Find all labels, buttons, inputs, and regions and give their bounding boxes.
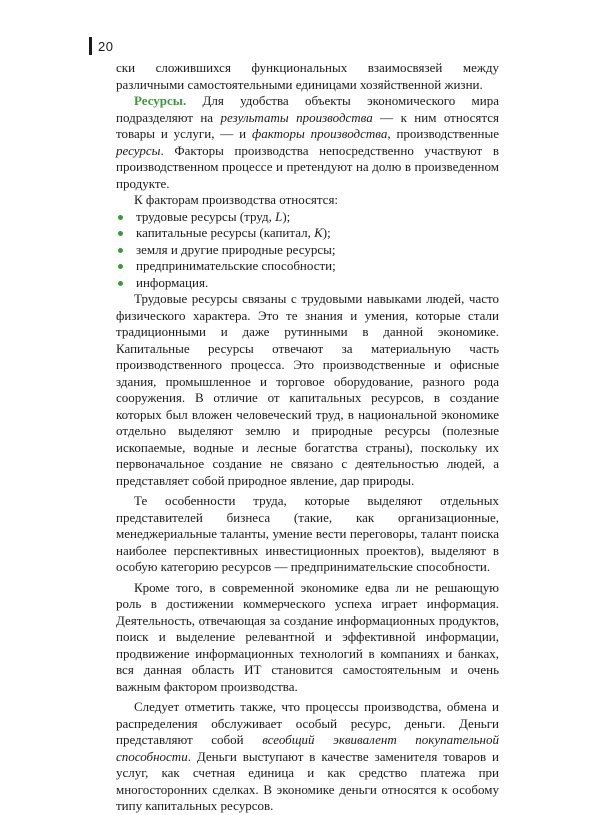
- bullet-dot-icon: [118, 248, 123, 253]
- bullet-dot-icon: [118, 231, 123, 236]
- list-item: [116, 242, 499, 259]
- list-item-text: предпринимательские способности;: [136, 258, 336, 273]
- page-header: [89, 36, 113, 56]
- paragraph-labor-capital: Трудовые ресурсы связаны с трудовыми навыками людей, часто физического характера. Это те знания и умения, которые стали традиционными и даже рутинными в данной экономике. Капитальные ресурсы отвечают за материальную часть производственного процесса. Это производственные и офисные здания, промышленное и торговое оборудование, разного рода сооружения. В отличие от капитальных ресурсов, в создание которых был вложен человеческий труд, в национальной экономике отдельно выделяют землю и природные ресурсы (полезные ископаемые, водные и лесные богатства страны), поскольку их первоначальное создание не связано с деятельностью людей, а представляет собой природное явление, дар природы.: [116, 291, 499, 488]
- bullet-dot-icon: [118, 215, 123, 220]
- emphasis-equivalent: всеобщий эквивалент покупательной способности: [116, 732, 499, 764]
- page-body: [116, 60, 499, 815]
- factors-list: [116, 209, 499, 292]
- paragraph-money: [116, 699, 499, 815]
- list-item-text: );: [282, 208, 291, 224]
- list-item-var: L: [275, 208, 283, 224]
- list-item-text: земля и другие природные ресурсы;: [136, 241, 336, 257]
- paragraph-information: Кроме того, в современной экономике едва ли не решающую роль в достижении коммерческого успеха играет информация. Деятельность, отвечающая за создание информационных продуктов, поиск и выделение релевантной и эффективной информации, продвижение информационных технологий в компаниях и банках, вся данная область ИТ становится самостоятельным и очень важным фактором производства.: [116, 579, 499, 694]
- list-item-text: информация.: [136, 274, 209, 290]
- emphasis-results: результаты производства: [220, 109, 373, 125]
- paragraph-text: . Деньги выступают в качестве заменителя товаров и услуг, как счетная единица и как средство платежа при многосторонних сделках. В экономике деньги относятся к особому типу капитальных ресурсов.: [116, 748, 499, 813]
- list-item-text: капитальные ресурсы (капитал,: [136, 225, 315, 240]
- header-bar-mark: [89, 37, 92, 55]
- page-number: 20: [98, 38, 114, 54]
- list-item: [116, 275, 499, 292]
- list-item-var: K: [314, 225, 323, 240]
- paragraph-text: . Факторы производства непосредственно участвуют в производственном процессе и претендуют на долю в произведенном продукте.: [116, 142, 499, 191]
- list-item-text: трудовые ресурсы (труд,: [136, 208, 276, 224]
- paragraph-text: Для удобства объекты экономического мира подразделяют на: [116, 93, 499, 125]
- list-item: [116, 225, 499, 242]
- paragraph-factors-intro: К факторам производства относятся:: [134, 192, 339, 207]
- paragraph-text: — к ним относятся товары и услуги, — и: [116, 109, 499, 141]
- bullet-dot-icon: [118, 264, 123, 269]
- list-item: [116, 258, 499, 275]
- list-item-text: );: [322, 225, 331, 240]
- paragraph-entrepreneurship: Те особенности труда, которые выделяют отдельных представителей бизнеса (такие, как организационные, менеджериальные таланты, умение вести переговоры, талант поиска наиболее перспективных инвестиционных проектов), выделяют в особую категорию ресурсов — предпринимательские способности.: [116, 493, 499, 574]
- paragraph-continued: ски сложившихся функциональных взаимосвязей между различными самостоятельными единицами хозяйственной жизни.: [116, 60, 499, 92]
- bullet-dot-icon: [118, 281, 123, 286]
- list-item: [116, 209, 499, 226]
- emphasis-factors: факторы производства: [251, 126, 388, 141]
- term-resources: Ресурсы.: [134, 93, 187, 108]
- paragraph-text: , производственные: [387, 126, 499, 141]
- emphasis-resources: ресурсы: [116, 142, 161, 158]
- paragraph-resources: [116, 93, 499, 192]
- paragraph-text: Следует отметить также, что процессы производства, обмена и распределения обслуживает особый ресурс, деньги. Деньги представляют собой: [116, 699, 499, 747]
